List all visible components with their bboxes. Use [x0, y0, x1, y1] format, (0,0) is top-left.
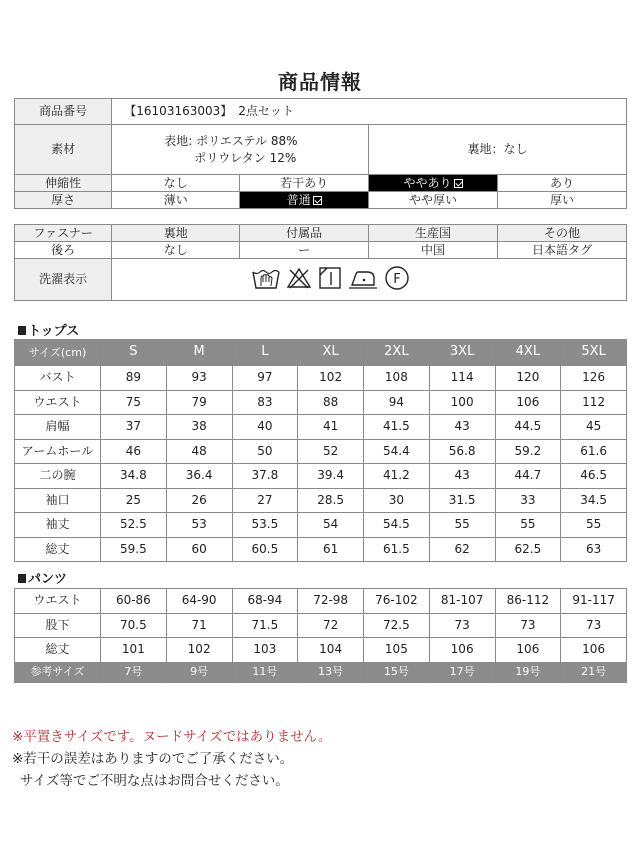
size-header: 3XL: [429, 340, 495, 366]
reference-size: 19号: [495, 662, 561, 682]
origin-header: 生産国: [369, 225, 498, 242]
table-cell: 61.6: [561, 439, 627, 464]
no-bleach-icon: [286, 266, 312, 290]
table-row: [15, 390, 627, 415]
table-cell: 112: [561, 390, 627, 415]
table-cell: 102: [298, 366, 364, 391]
table-cell: 83: [232, 390, 298, 415]
table-cell: 81-107: [429, 589, 495, 614]
table-cell: 46: [101, 439, 167, 464]
table-cell: 34.8: [101, 464, 167, 489]
size-header-label: サイズ(cm): [15, 340, 101, 366]
accessories-value: ー: [240, 242, 369, 259]
row-label: 袖口: [15, 488, 101, 513]
row-label: 総丈: [15, 537, 101, 562]
table-cell: 68-94: [232, 589, 298, 614]
dry-clean-f-icon: [384, 265, 410, 291]
pants-section-heading: パンツ: [18, 568, 67, 587]
table-cell: 102: [166, 638, 232, 663]
table-cell: 97: [232, 366, 298, 391]
reference-size-label: 参考サイズ: [15, 662, 101, 682]
row-label: 二の腕: [15, 464, 101, 489]
table-cell: 28.5: [298, 488, 364, 513]
checkbox-checked-icon: [313, 196, 322, 205]
table-cell: 60: [166, 537, 232, 562]
page-title: 商品情報: [278, 70, 362, 94]
material-label: 素材: [15, 125, 112, 175]
square-bullet-icon: [18, 326, 26, 335]
stretch-option: あり: [498, 175, 627, 192]
row-label: ウエスト: [15, 390, 101, 415]
table-cell: 93: [166, 366, 232, 391]
reference-size: 7号: [101, 662, 167, 682]
thickness-option-label: 普通: [286, 192, 311, 207]
table-cell: 52: [298, 439, 364, 464]
table-cell: 104: [298, 638, 364, 663]
wash-30-hand-icon: [252, 266, 280, 290]
reference-size: 17号: [429, 662, 495, 682]
thickness-label: 厚さ: [15, 192, 112, 209]
notes: [12, 726, 331, 792]
lining-header: 裏地: [112, 225, 240, 242]
table-row: [15, 589, 627, 614]
lining-value: なし: [112, 242, 240, 259]
thickness-row: [15, 192, 627, 209]
table-cell: 61.5: [364, 537, 430, 562]
table-cell: 40: [232, 415, 298, 440]
table-cell: 53.5: [232, 513, 298, 538]
material-outer-line2: ポリウレタン 12%: [194, 150, 297, 165]
table-row: [15, 613, 627, 638]
row-label: 肩幅: [15, 415, 101, 440]
table-cell: 64-90: [166, 589, 232, 614]
row-label: 袖丈: [15, 513, 101, 538]
product-detail-table: [14, 224, 627, 301]
table-cell: 30: [364, 488, 430, 513]
thickness-option: 薄い: [112, 192, 240, 209]
table-cell: 120: [495, 366, 561, 391]
table-cell: 106: [495, 638, 561, 663]
table-cell: 75: [101, 390, 167, 415]
table-cell: 101: [101, 638, 167, 663]
table-cell: 38: [166, 415, 232, 440]
table-cell: 72-98: [298, 589, 364, 614]
row-label: 総丈: [15, 638, 101, 663]
table-cell: 72.5: [364, 613, 430, 638]
row-label: ウエスト: [15, 589, 101, 614]
tops-size-table: [14, 339, 627, 562]
wash-label: 洗濯表示: [15, 259, 112, 301]
table-cell: 59.2: [495, 439, 561, 464]
table-cell: 106: [495, 390, 561, 415]
table-cell: 46.5: [561, 464, 627, 489]
origin-value: 中国: [369, 242, 498, 259]
table-cell: 36.4: [166, 464, 232, 489]
note-flat-measure: ※平置きサイズです。ヌードサイズではありません。: [12, 729, 332, 745]
table-row: [15, 439, 627, 464]
table-cell: 100: [429, 390, 495, 415]
reference-size: 13号: [298, 662, 364, 682]
row-label: 股下: [15, 613, 101, 638]
note-contact: サイズ等でご不明な点はお問合せください。: [20, 773, 289, 789]
table-cell: 37: [101, 415, 167, 440]
table-cell: 106: [429, 638, 495, 663]
product-info-table: [14, 98, 627, 209]
size-header: 2XL: [364, 340, 430, 366]
table-cell: 79: [166, 390, 232, 415]
reference-size: 21号: [561, 662, 627, 682]
table-cell: 126: [561, 366, 627, 391]
table-cell: 70.5: [101, 613, 167, 638]
size-header: L: [232, 340, 298, 366]
row-label: バスト: [15, 366, 101, 391]
table-cell: 48: [166, 439, 232, 464]
table-cell: 103: [232, 638, 298, 663]
table-cell: 52.5: [101, 513, 167, 538]
table-row: [15, 415, 627, 440]
row-label: アームホール: [15, 439, 101, 464]
iron-low-icon: [348, 266, 378, 290]
table-cell: 88: [298, 390, 364, 415]
thickness-option-selected: [240, 192, 369, 209]
table-cell: 27: [232, 488, 298, 513]
table-row: [15, 537, 627, 562]
table-row: [15, 513, 627, 538]
wash-icons: [112, 259, 627, 301]
table-cell: 62: [429, 537, 495, 562]
size-header: M: [166, 340, 232, 366]
table-cell: 60-86: [101, 589, 167, 614]
table-cell: 44.7: [495, 464, 561, 489]
material-lining: 裏地：なし: [369, 125, 627, 175]
fastener-header: ファスナー: [15, 225, 112, 242]
table-cell: 39.4: [298, 464, 364, 489]
table-cell: 41.5: [364, 415, 430, 440]
table-cell: 41.2: [364, 464, 430, 489]
checkbox-checked-icon: [454, 179, 463, 188]
table-cell: 37.8: [232, 464, 298, 489]
svg-text:F: F: [393, 272, 402, 287]
table-cell: 71: [166, 613, 232, 638]
table-cell: 94: [364, 390, 430, 415]
reference-size: 15号: [364, 662, 430, 682]
accessories-header: 付属品: [240, 225, 369, 242]
table-cell: 34.5: [561, 488, 627, 513]
table-cell: 91-117: [561, 589, 627, 614]
tops-section-heading: トップス: [18, 320, 79, 339]
drip-dry-shade-icon: [318, 266, 342, 290]
table-cell: 59.5: [101, 537, 167, 562]
table-cell: 62.5: [495, 537, 561, 562]
reference-size: 11号: [232, 662, 298, 682]
table-cell: 71.5: [232, 613, 298, 638]
table-cell: 33: [495, 488, 561, 513]
table-cell: 45: [561, 415, 627, 440]
pants-size-table: [14, 588, 627, 683]
table-row: [15, 488, 627, 513]
table-cell: 44.5: [495, 415, 561, 440]
stretch-label: 伸縮性: [15, 175, 112, 192]
thickness-option: やや厚い: [369, 192, 498, 209]
table-cell: 86-112: [495, 589, 561, 614]
table-cell: 60.5: [232, 537, 298, 562]
size-header: 4XL: [495, 340, 561, 366]
table-cell: 54: [298, 513, 364, 538]
table-cell: 54.5: [364, 513, 430, 538]
table-cell: 73: [561, 613, 627, 638]
table-cell: 55: [495, 513, 561, 538]
stretch-row: [15, 175, 627, 192]
table-cell: 43: [429, 464, 495, 489]
table-cell: 55: [561, 513, 627, 538]
product-no-label: 商品番号: [15, 99, 112, 125]
table-cell: 25: [101, 488, 167, 513]
table-cell: 54.4: [364, 439, 430, 464]
table-cell: 114: [429, 366, 495, 391]
other-value: 日本語タグ: [498, 242, 627, 259]
size-header: S: [101, 340, 167, 366]
table-cell: 61: [298, 537, 364, 562]
product-no-value: 【16103163003】 2点セット: [112, 99, 627, 125]
table-cell: 55: [429, 513, 495, 538]
note-tolerance: ※若干の誤差はありますのでご了承ください。: [12, 751, 294, 767]
table-cell: 26: [166, 488, 232, 513]
material-outer-line1: 表地: ポリエステル 88%: [164, 133, 298, 148]
other-header: その他: [498, 225, 627, 242]
table-cell: 72: [298, 613, 364, 638]
table-cell: 76-102: [364, 589, 430, 614]
table-cell: 63: [561, 537, 627, 562]
table-cell: 43: [429, 415, 495, 440]
size-header: 5XL: [561, 340, 627, 366]
stretch-option-label: ややあり: [403, 175, 452, 190]
table-cell: 106: [561, 638, 627, 663]
table-cell: 89: [101, 366, 167, 391]
table-row: [15, 366, 627, 391]
table-cell: 56.8: [429, 439, 495, 464]
table-cell: 50: [232, 439, 298, 464]
table-cell: 73: [495, 613, 561, 638]
table-cell: 31.5: [429, 488, 495, 513]
table-cell: 108: [364, 366, 430, 391]
stretch-option-selected: [369, 175, 498, 192]
table-cell: 73: [429, 613, 495, 638]
table-cell: 105: [364, 638, 430, 663]
stretch-option: 若干あり: [240, 175, 369, 192]
table-cell: 41: [298, 415, 364, 440]
fastener-value: 後ろ: [15, 242, 112, 259]
table-cell: 53: [166, 513, 232, 538]
square-bullet-icon: [18, 574, 26, 583]
stretch-option: なし: [112, 175, 240, 192]
reference-size: 9号: [166, 662, 232, 682]
size-header: XL: [298, 340, 364, 366]
thickness-option: 厚い: [498, 192, 627, 209]
material-outer: [112, 125, 369, 175]
table-row: [15, 638, 627, 663]
table-row: [15, 464, 627, 489]
